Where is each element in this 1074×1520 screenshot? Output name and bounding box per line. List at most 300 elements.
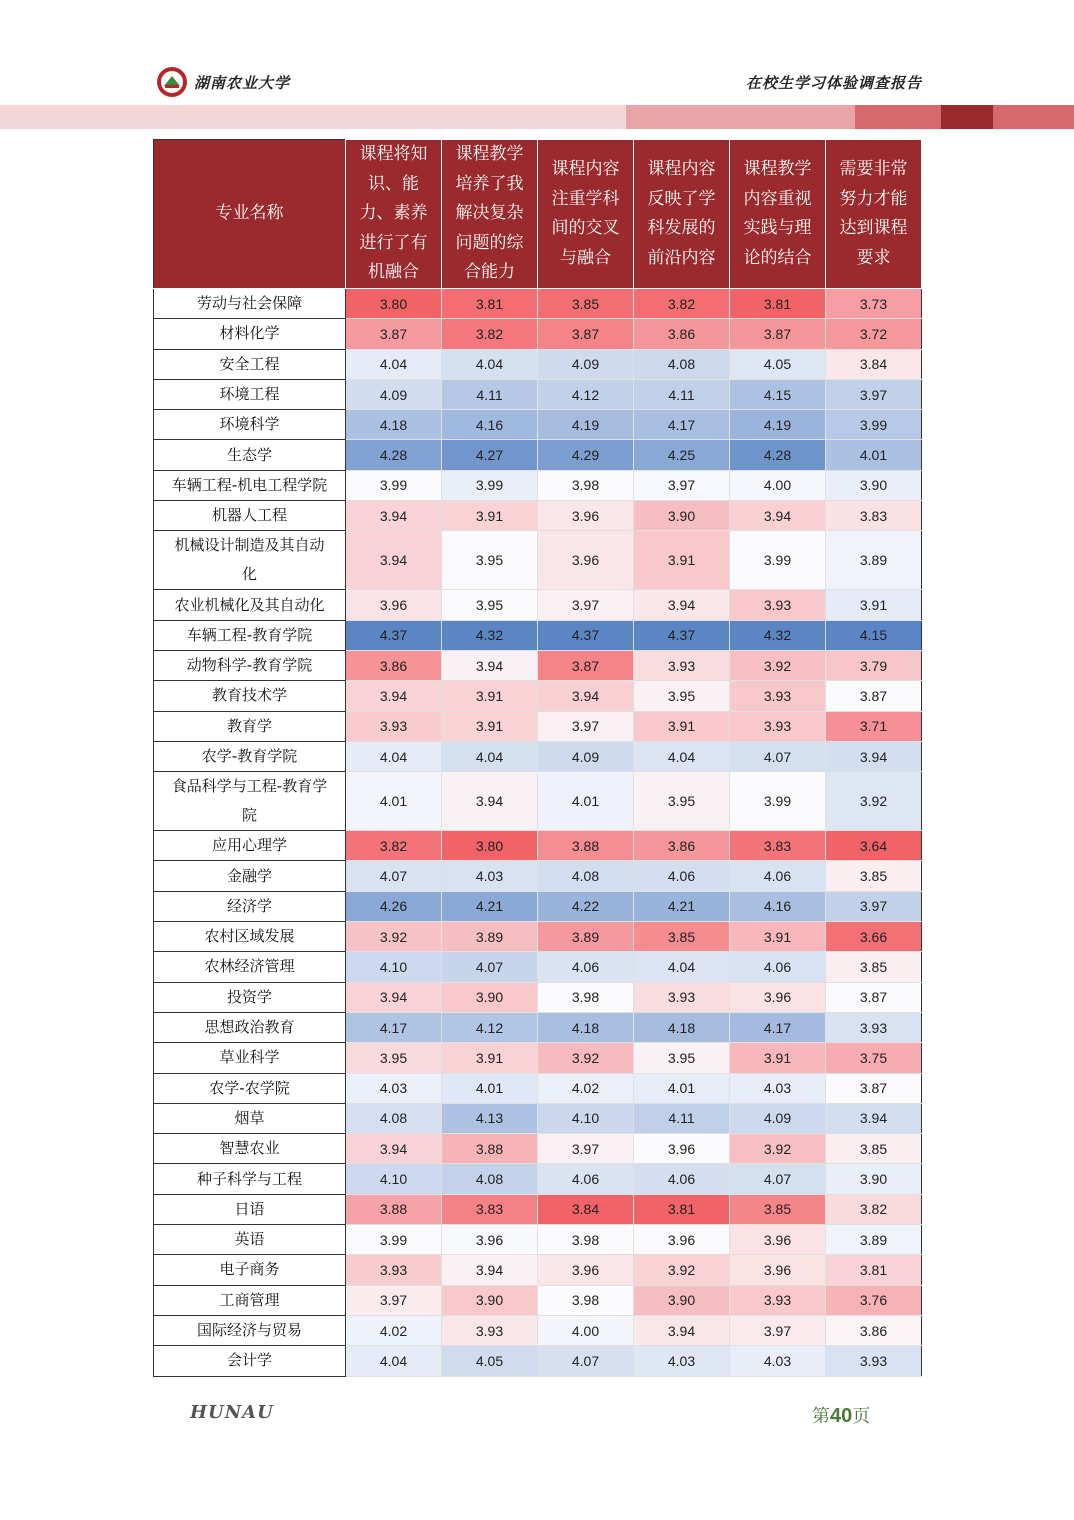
score-cell: 3.86 bbox=[634, 319, 730, 349]
header-band bbox=[941, 105, 993, 129]
major-name-line: 食品科学与工程-教育学 bbox=[171, 777, 328, 796]
score-cell: 4.32 bbox=[442, 620, 538, 650]
score-cell: 3.87 bbox=[730, 319, 826, 349]
score-cell: 3.86 bbox=[346, 650, 442, 680]
score-cell: 4.12 bbox=[538, 379, 634, 409]
score-cell: 4.32 bbox=[730, 620, 826, 650]
score-cell: 4.07 bbox=[538, 1346, 634, 1376]
major-name-cell: 电子商务 bbox=[154, 1255, 346, 1285]
table-row bbox=[154, 1043, 922, 1073]
score-cell: 3.93 bbox=[634, 650, 730, 680]
score-cell: 4.03 bbox=[442, 861, 538, 891]
score-cell: 3.93 bbox=[346, 711, 442, 741]
score-cell: 4.05 bbox=[442, 1346, 538, 1376]
score-cell: 3.94 bbox=[442, 650, 538, 680]
major-name-cell: 经济学 bbox=[154, 891, 346, 921]
score-cell: 3.92 bbox=[538, 1043, 634, 1073]
score-cell: 3.94 bbox=[538, 681, 634, 711]
table-row bbox=[154, 531, 922, 590]
score-cell: 4.07 bbox=[442, 952, 538, 982]
score-cell: 3.91 bbox=[826, 590, 922, 620]
score-cell: 3.94 bbox=[634, 590, 730, 620]
score-cell: 3.97 bbox=[634, 470, 730, 500]
score-cell: 4.03 bbox=[730, 1346, 826, 1376]
score-cell: 3.90 bbox=[634, 501, 730, 531]
score-cell: 4.37 bbox=[634, 620, 730, 650]
score-cell: 3.92 bbox=[346, 922, 442, 952]
score-cell: 3.93 bbox=[442, 1315, 538, 1345]
score-cell: 3.85 bbox=[826, 861, 922, 891]
score-cell: 4.19 bbox=[538, 410, 634, 440]
score-cell: 3.94 bbox=[826, 1103, 922, 1133]
score-cell: 3.85 bbox=[826, 952, 922, 982]
score-cell: 3.91 bbox=[634, 711, 730, 741]
score-cell: 4.15 bbox=[730, 379, 826, 409]
score-cell: 3.84 bbox=[538, 1194, 634, 1224]
score-cell: 3.76 bbox=[826, 1285, 922, 1315]
column-header-line: 努力才能 bbox=[839, 188, 908, 209]
score-cell: 4.01 bbox=[634, 1073, 730, 1103]
column-header bbox=[442, 140, 538, 289]
score-cell: 3.85 bbox=[634, 922, 730, 952]
major-name-cell: 日语 bbox=[154, 1194, 346, 1224]
header-band bbox=[0, 105, 626, 129]
table-row bbox=[154, 289, 922, 319]
score-cell: 3.95 bbox=[442, 531, 538, 590]
major-name-cell: 环境科学 bbox=[154, 410, 346, 440]
table-row bbox=[154, 922, 922, 952]
table-row bbox=[154, 772, 922, 831]
score-cell: 3.93 bbox=[730, 681, 826, 711]
column-header-line: 解决复杂 bbox=[455, 203, 524, 224]
score-cell: 3.85 bbox=[826, 1134, 922, 1164]
major-name-line: 化 bbox=[241, 565, 257, 584]
score-cell: 3.91 bbox=[442, 681, 538, 711]
score-cell: 4.07 bbox=[730, 741, 826, 771]
table-row bbox=[154, 410, 922, 440]
table-row bbox=[154, 1255, 922, 1285]
table-row bbox=[154, 650, 922, 680]
column-header-line: 注重学科 bbox=[551, 188, 620, 209]
score-cell: 3.93 bbox=[730, 1285, 826, 1315]
score-cell: 4.04 bbox=[346, 741, 442, 771]
score-cell: 3.85 bbox=[730, 1194, 826, 1224]
score-cell: 3.82 bbox=[826, 1194, 922, 1224]
column-header-line: 力、素养 bbox=[359, 203, 428, 224]
score-cell: 4.00 bbox=[730, 470, 826, 500]
score-cell: 3.88 bbox=[442, 1134, 538, 1164]
score-cell: 3.82 bbox=[442, 319, 538, 349]
score-cell: 4.03 bbox=[730, 1073, 826, 1103]
major-name-cell: 生态学 bbox=[154, 440, 346, 470]
score-cell: 4.09 bbox=[538, 349, 634, 379]
major-name-cell: 环境工程 bbox=[154, 379, 346, 409]
column-header-line: 培养了我 bbox=[455, 173, 524, 194]
score-cell: 3.96 bbox=[538, 1255, 634, 1285]
score-cell: 3.72 bbox=[826, 319, 922, 349]
header-band bbox=[855, 105, 941, 129]
score-cell: 4.04 bbox=[442, 349, 538, 379]
score-cell: 3.98 bbox=[538, 1225, 634, 1255]
score-cell: 4.17 bbox=[634, 410, 730, 440]
score-cell: 3.64 bbox=[826, 831, 922, 861]
major-name-cell: 投资学 bbox=[154, 982, 346, 1012]
score-cell: 4.10 bbox=[346, 1164, 442, 1194]
score-cell: 4.27 bbox=[442, 440, 538, 470]
score-cell: 4.17 bbox=[730, 1012, 826, 1042]
score-cell: 3.81 bbox=[826, 1255, 922, 1285]
major-name-cell: 应用心理学 bbox=[154, 831, 346, 861]
score-cell: 3.94 bbox=[346, 982, 442, 1012]
score-cell: 3.96 bbox=[538, 531, 634, 590]
score-cell: 4.37 bbox=[346, 620, 442, 650]
table-row bbox=[154, 711, 922, 741]
table-row bbox=[154, 470, 922, 500]
column-header bbox=[538, 140, 634, 289]
page-suffix: 页 bbox=[852, 1406, 871, 1427]
score-cell: 3.97 bbox=[826, 891, 922, 921]
table-row bbox=[154, 590, 922, 620]
score-cell: 4.02 bbox=[538, 1073, 634, 1103]
score-cell: 3.96 bbox=[634, 1225, 730, 1255]
score-cell: 4.01 bbox=[538, 772, 634, 831]
column-header-line: 反映了学 bbox=[647, 188, 716, 209]
score-cell: 3.97 bbox=[826, 379, 922, 409]
column-header bbox=[346, 140, 442, 289]
score-cell: 4.06 bbox=[538, 1164, 634, 1194]
score-cell: 3.89 bbox=[826, 531, 922, 590]
score-cell: 4.28 bbox=[346, 440, 442, 470]
score-cell: 3.87 bbox=[826, 982, 922, 1012]
table-row bbox=[154, 1225, 922, 1255]
score-cell: 4.01 bbox=[346, 772, 442, 831]
score-cell: 3.71 bbox=[826, 711, 922, 741]
score-cell: 3.94 bbox=[442, 1255, 538, 1285]
column-header-line: 与融合 bbox=[560, 247, 611, 268]
major-name-cell: 智慧农业 bbox=[154, 1134, 346, 1164]
score-cell: 4.28 bbox=[730, 440, 826, 470]
university-logo bbox=[156, 66, 188, 98]
column-header-line: 科发展的 bbox=[647, 218, 716, 238]
score-cell: 3.96 bbox=[346, 590, 442, 620]
score-cell: 4.29 bbox=[538, 440, 634, 470]
score-cell: 3.98 bbox=[538, 470, 634, 500]
table-row bbox=[154, 620, 922, 650]
score-cell: 3.95 bbox=[346, 1043, 442, 1073]
page-prefix: 第 bbox=[812, 1406, 830, 1427]
table-row bbox=[154, 1164, 922, 1194]
major-name-cell bbox=[154, 531, 346, 590]
score-cell: 4.13 bbox=[442, 1103, 538, 1133]
score-cell: 4.04 bbox=[634, 741, 730, 771]
score-cell: 4.19 bbox=[730, 410, 826, 440]
score-cell: 4.07 bbox=[730, 1164, 826, 1194]
column-header-line: 论的结合 bbox=[743, 247, 812, 268]
score-cell: 4.10 bbox=[346, 952, 442, 982]
score-cell: 3.99 bbox=[826, 410, 922, 440]
score-cell: 4.02 bbox=[346, 1315, 442, 1345]
score-cell: 4.01 bbox=[826, 440, 922, 470]
score-cell: 3.96 bbox=[730, 1255, 826, 1285]
score-cell: 3.90 bbox=[634, 1285, 730, 1315]
score-cell: 3.82 bbox=[634, 289, 730, 319]
score-cell: 4.08 bbox=[346, 1103, 442, 1133]
column-header-line: 前沿内容 bbox=[647, 247, 716, 268]
score-cell: 4.06 bbox=[730, 861, 826, 891]
score-cell: 3.94 bbox=[442, 772, 538, 831]
score-cell: 3.90 bbox=[442, 982, 538, 1012]
footer-logo-text: HUNAU bbox=[190, 1402, 274, 1423]
score-cell: 3.94 bbox=[346, 501, 442, 531]
table-row bbox=[154, 501, 922, 531]
column-header-line: 问题的综 bbox=[455, 232, 524, 253]
table-row bbox=[154, 1073, 922, 1103]
page-header bbox=[0, 0, 1074, 130]
score-cell: 4.25 bbox=[634, 440, 730, 470]
table-row bbox=[154, 831, 922, 861]
score-cell: 3.91 bbox=[634, 531, 730, 590]
score-cell: 4.16 bbox=[730, 891, 826, 921]
score-cell: 4.09 bbox=[730, 1103, 826, 1133]
score-cell: 4.09 bbox=[346, 379, 442, 409]
score-cell: 3.97 bbox=[346, 1285, 442, 1315]
score-cell: 3.96 bbox=[538, 501, 634, 531]
university-name: 湖南农业大学 bbox=[194, 74, 291, 92]
table-row bbox=[154, 440, 922, 470]
score-cell: 4.15 bbox=[826, 620, 922, 650]
major-name-cell: 会计学 bbox=[154, 1346, 346, 1376]
column-header bbox=[826, 140, 922, 289]
score-cell: 3.88 bbox=[346, 1194, 442, 1224]
score-cell: 4.00 bbox=[538, 1315, 634, 1345]
score-cell: 3.91 bbox=[730, 922, 826, 952]
score-cell: 3.91 bbox=[442, 501, 538, 531]
score-cell: 3.80 bbox=[346, 289, 442, 319]
score-cell: 4.08 bbox=[538, 861, 634, 891]
score-cell: 3.75 bbox=[826, 1043, 922, 1073]
score-cell: 4.04 bbox=[346, 1346, 442, 1376]
column-header-line: 识、能 bbox=[368, 173, 419, 194]
major-name-cell: 思想政治教育 bbox=[154, 1012, 346, 1042]
table-row bbox=[154, 1103, 922, 1133]
table-body bbox=[154, 289, 922, 1377]
score-cell: 3.98 bbox=[538, 1285, 634, 1315]
score-cell: 3.95 bbox=[442, 590, 538, 620]
major-name-cell: 农学-农学院 bbox=[154, 1073, 346, 1103]
score-cell: 4.08 bbox=[634, 349, 730, 379]
header-band bbox=[993, 105, 1074, 129]
score-cell: 3.98 bbox=[538, 982, 634, 1012]
column-header-line: 实践与理 bbox=[743, 218, 812, 238]
table-header-row bbox=[154, 140, 922, 289]
score-cell: 4.16 bbox=[442, 410, 538, 440]
table-row bbox=[154, 379, 922, 409]
score-cell: 4.04 bbox=[634, 952, 730, 982]
major-name-cell: 种子科学与工程 bbox=[154, 1164, 346, 1194]
score-cell: 3.93 bbox=[826, 1346, 922, 1376]
score-cell: 3.89 bbox=[442, 922, 538, 952]
score-cell: 3.99 bbox=[346, 1225, 442, 1255]
table-row bbox=[154, 681, 922, 711]
score-cell: 3.83 bbox=[730, 831, 826, 861]
score-cell: 3.99 bbox=[730, 772, 826, 831]
score-cell: 3.81 bbox=[730, 289, 826, 319]
major-name-cell: 农村区域发展 bbox=[154, 922, 346, 952]
score-cell: 3.95 bbox=[634, 1043, 730, 1073]
score-cell: 4.09 bbox=[538, 741, 634, 771]
score-cell: 3.91 bbox=[442, 711, 538, 741]
score-cell: 3.94 bbox=[730, 501, 826, 531]
score-cell: 3.99 bbox=[442, 470, 538, 500]
table-row bbox=[154, 1194, 922, 1224]
table-row bbox=[154, 741, 922, 771]
score-cell: 3.90 bbox=[826, 470, 922, 500]
table-row bbox=[154, 1134, 922, 1164]
score-cell: 3.87 bbox=[826, 681, 922, 711]
score-cell: 3.89 bbox=[826, 1225, 922, 1255]
score-cell: 3.99 bbox=[730, 531, 826, 590]
major-name-cell: 动物科学-教育学院 bbox=[154, 650, 346, 680]
major-name-cell: 农业机械化及其自动化 bbox=[154, 590, 346, 620]
score-cell: 3.97 bbox=[538, 590, 634, 620]
score-cell: 3.79 bbox=[826, 650, 922, 680]
score-cell: 4.06 bbox=[634, 861, 730, 891]
survey-table bbox=[153, 139, 922, 1377]
report-title: 在校生学习体验调查报告 bbox=[745, 74, 922, 92]
score-cell: 3.82 bbox=[346, 831, 442, 861]
major-name-cell: 教育技术学 bbox=[154, 681, 346, 711]
score-cell: 3.96 bbox=[730, 982, 826, 1012]
score-cell: 3.96 bbox=[730, 1225, 826, 1255]
table-row bbox=[154, 891, 922, 921]
score-cell: 4.06 bbox=[538, 952, 634, 982]
score-cell: 3.94 bbox=[346, 1134, 442, 1164]
score-cell: 3.92 bbox=[634, 1255, 730, 1285]
column-header-line: 进行了有 bbox=[359, 232, 428, 253]
score-cell: 3.87 bbox=[826, 1073, 922, 1103]
score-cell: 4.01 bbox=[442, 1073, 538, 1103]
score-cell: 3.90 bbox=[442, 1285, 538, 1315]
score-cell: 3.96 bbox=[634, 1134, 730, 1164]
score-cell: 4.03 bbox=[634, 1346, 730, 1376]
column-header bbox=[634, 140, 730, 289]
column-header-line: 课程教学 bbox=[743, 159, 812, 179]
table-row bbox=[154, 952, 922, 982]
score-cell: 3.93 bbox=[634, 982, 730, 1012]
major-name-cell: 车辆工程-教育学院 bbox=[154, 620, 346, 650]
column-header bbox=[730, 140, 826, 289]
score-cell: 3.97 bbox=[730, 1315, 826, 1345]
score-cell: 3.81 bbox=[442, 289, 538, 319]
score-cell: 4.22 bbox=[538, 891, 634, 921]
column-header-line: 课程教学 bbox=[455, 144, 524, 165]
major-name-cell: 国际经济与贸易 bbox=[154, 1315, 346, 1345]
column-header-major bbox=[154, 140, 346, 289]
score-cell: 3.87 bbox=[346, 319, 442, 349]
page-number bbox=[812, 1402, 870, 1428]
score-cell: 3.90 bbox=[826, 1164, 922, 1194]
column-header-line: 合能力 bbox=[464, 262, 515, 283]
score-cell: 3.97 bbox=[538, 1134, 634, 1164]
score-cell: 3.87 bbox=[538, 319, 634, 349]
score-cell: 4.21 bbox=[442, 891, 538, 921]
column-header-line: 机融合 bbox=[368, 262, 419, 283]
score-cell: 4.12 bbox=[442, 1012, 538, 1042]
score-cell: 3.92 bbox=[730, 1134, 826, 1164]
score-cell: 4.06 bbox=[730, 952, 826, 982]
table-row bbox=[154, 1285, 922, 1315]
score-cell: 3.95 bbox=[634, 681, 730, 711]
score-cell: 4.07 bbox=[346, 861, 442, 891]
score-cell: 4.21 bbox=[634, 891, 730, 921]
major-name-cell: 农学-教育学院 bbox=[154, 741, 346, 771]
score-cell: 3.93 bbox=[730, 590, 826, 620]
major-name-cell: 金融学 bbox=[154, 861, 346, 891]
score-cell: 4.10 bbox=[538, 1103, 634, 1133]
score-cell: 3.88 bbox=[538, 831, 634, 861]
score-cell: 4.11 bbox=[634, 379, 730, 409]
major-name-cell: 材料化学 bbox=[154, 319, 346, 349]
major-name-cell: 车辆工程-机电工程学院 bbox=[154, 470, 346, 500]
score-cell: 4.18 bbox=[538, 1012, 634, 1042]
column-header-line: 达到课程 bbox=[839, 218, 908, 238]
major-name-cell: 劳动与社会保障 bbox=[154, 289, 346, 319]
score-cell: 3.94 bbox=[346, 681, 442, 711]
table-row bbox=[154, 982, 922, 1012]
column-header-line: 专业名称 bbox=[215, 203, 284, 224]
score-cell: 3.85 bbox=[538, 289, 634, 319]
table-row bbox=[154, 1315, 922, 1345]
major-name-line: 机械设计制造及其自动 bbox=[174, 536, 325, 555]
table-row bbox=[154, 861, 922, 891]
score-cell: 4.26 bbox=[346, 891, 442, 921]
column-header-line: 课程内容 bbox=[551, 159, 620, 179]
score-cell: 3.83 bbox=[442, 1194, 538, 1224]
score-cell: 4.37 bbox=[538, 620, 634, 650]
major-name-line: 院 bbox=[241, 806, 257, 825]
score-cell: 3.92 bbox=[730, 650, 826, 680]
score-cell: 3.94 bbox=[634, 1315, 730, 1345]
major-name-cell: 安全工程 bbox=[154, 349, 346, 379]
table-row bbox=[154, 1346, 922, 1376]
score-cell: 3.86 bbox=[826, 1315, 922, 1345]
column-header-line: 内容重视 bbox=[743, 188, 812, 209]
score-cell: 3.93 bbox=[346, 1255, 442, 1285]
score-cell: 3.73 bbox=[826, 289, 922, 319]
major-name-cell: 烟草 bbox=[154, 1103, 346, 1133]
score-cell: 3.94 bbox=[346, 531, 442, 590]
score-cell: 3.86 bbox=[634, 831, 730, 861]
major-name-cell: 草业科学 bbox=[154, 1043, 346, 1073]
score-cell: 4.11 bbox=[634, 1103, 730, 1133]
score-cell: 4.08 bbox=[442, 1164, 538, 1194]
table-row bbox=[154, 349, 922, 379]
score-cell: 4.17 bbox=[346, 1012, 442, 1042]
column-header-line: 课程将知 bbox=[359, 144, 428, 165]
score-cell: 4.04 bbox=[442, 741, 538, 771]
score-cell: 3.94 bbox=[826, 741, 922, 771]
major-name-cell: 工商管理 bbox=[154, 1285, 346, 1315]
score-cell: 3.87 bbox=[538, 650, 634, 680]
major-name-cell: 机器人工程 bbox=[154, 501, 346, 531]
score-cell: 4.03 bbox=[346, 1073, 442, 1103]
column-header-line: 要求 bbox=[856, 247, 891, 268]
score-cell: 3.93 bbox=[826, 1012, 922, 1042]
column-header-line: 课程内容 bbox=[647, 159, 716, 179]
score-cell: 3.91 bbox=[442, 1043, 538, 1073]
score-cell: 4.11 bbox=[442, 379, 538, 409]
table-row bbox=[154, 1012, 922, 1042]
